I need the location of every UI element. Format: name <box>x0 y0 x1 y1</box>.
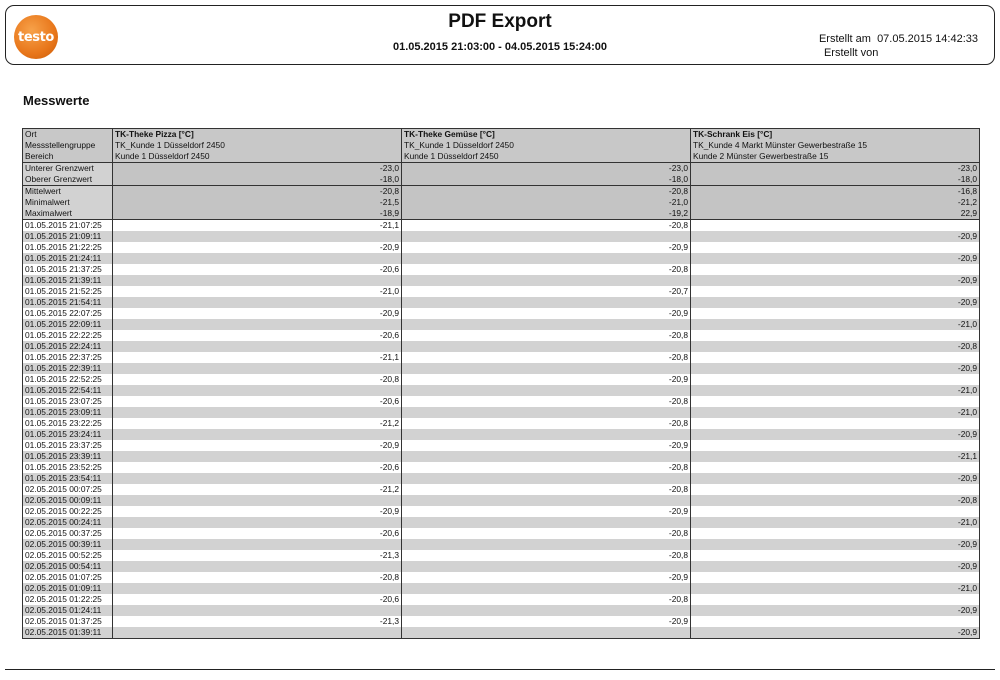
table-row <box>23 374 980 385</box>
table-row <box>23 330 980 341</box>
timestamp-cell: 01.05.2015 21:54:11 <box>23 297 113 308</box>
value-cell-channel-1: -20,6 <box>113 264 402 275</box>
stat-labels <box>23 186 113 220</box>
meta-label-ort: Ort <box>25 129 37 139</box>
value-cell-channel-1 <box>113 429 402 440</box>
value-cell-channel-2 <box>402 363 691 374</box>
value-cell-channel-1 <box>113 539 402 550</box>
min-label: Minimalwert <box>25 197 70 207</box>
timestamp-cell: 01.05.2015 21:37:25 <box>23 264 113 275</box>
value-cell-channel-3 <box>691 308 980 319</box>
value-cell-channel-2 <box>402 253 691 264</box>
value-cell-channel-1 <box>113 517 402 528</box>
created-label: Erstellt am <box>818 33 871 45</box>
table-row <box>23 363 980 374</box>
value-cell-channel-1 <box>113 473 402 484</box>
timestamp-cell: 02.05.2015 00:39:11 <box>23 539 113 550</box>
table-row <box>23 594 980 605</box>
value-cell-channel-3: -20,9 <box>691 473 980 484</box>
value-cell-channel-2 <box>402 297 691 308</box>
value-cell-channel-2 <box>402 605 691 616</box>
table-row <box>23 264 980 275</box>
value-cell-channel-3 <box>691 264 980 275</box>
value-cell-channel-1: -21,1 <box>113 352 402 363</box>
date-range: 01.05.2015 21:03:00 - 04.05.2015 15:24:00 <box>392 41 608 53</box>
value-cell-channel-1 <box>113 561 402 572</box>
timestamp-cell: 02.05.2015 00:22:25 <box>23 506 113 517</box>
stats-channel-2 <box>402 186 691 220</box>
timestamp-cell: 01.05.2015 23:22:25 <box>23 418 113 429</box>
channel-header-1 <box>113 129 402 163</box>
value-cell-channel-1: -21,2 <box>113 418 402 429</box>
table-row <box>23 572 980 583</box>
value-cell-channel-2: -20,9 <box>402 616 691 627</box>
value-cell-channel-1: -20,6 <box>113 594 402 605</box>
value-cell-channel-3 <box>691 506 980 517</box>
value-cell-channel-2: -20,9 <box>402 374 691 385</box>
table-row <box>23 231 980 242</box>
value-cell-channel-1 <box>113 495 402 506</box>
value-cell-channel-1 <box>113 341 402 352</box>
value-cell-channel-2: -20,8 <box>402 550 691 561</box>
timestamp-cell: 01.05.2015 21:22:25 <box>23 242 113 253</box>
value-cell-channel-3: -20,8 <box>691 495 980 506</box>
value-cell-channel-2: -20,9 <box>402 506 691 517</box>
value-cell-channel-3 <box>691 440 980 451</box>
max-value: 22,9 <box>960 208 977 218</box>
value-cell-channel-2 <box>402 275 691 286</box>
stats-channel-3 <box>691 186 980 220</box>
value-cell-channel-3 <box>691 242 980 253</box>
table-row <box>23 297 980 308</box>
value-cell-channel-1: -21,3 <box>113 616 402 627</box>
page-title: PDF Export <box>448 11 552 32</box>
table-row <box>23 418 980 429</box>
value-cell-channel-1 <box>113 297 402 308</box>
table-row <box>23 286 980 297</box>
timestamp-cell: 01.05.2015 21:07:25 <box>23 220 113 232</box>
timestamp-cell: 01.05.2015 21:09:11 <box>23 231 113 242</box>
min-value: -21,0 <box>668 197 688 207</box>
value-cell-channel-2: -20,8 <box>402 528 691 539</box>
limits-channel-2 <box>402 163 691 186</box>
timestamp-cell: 01.05.2015 22:54:11 <box>23 385 113 396</box>
timestamp-cell: 01.05.2015 23:09:11 <box>23 407 113 418</box>
value-cell-channel-1: -20,9 <box>113 440 402 451</box>
value-cell-channel-2: -20,8 <box>402 396 691 407</box>
value-cell-channel-2: -20,9 <box>402 440 691 451</box>
value-cell-channel-2: -20,8 <box>402 330 691 341</box>
value-cell-channel-2 <box>402 517 691 528</box>
table-row <box>23 275 980 286</box>
table-row <box>23 451 980 462</box>
lower-limit-value: -23,0 <box>379 163 399 173</box>
value-cell-channel-3 <box>691 396 980 407</box>
value-cell-channel-1 <box>113 363 402 374</box>
mean-value: -16,8 <box>957 186 977 196</box>
min-value: -21,5 <box>379 197 399 207</box>
value-cell-channel-1: -21,3 <box>113 550 402 561</box>
table-header-row <box>23 129 980 163</box>
timestamp-cell: 02.05.2015 01:09:11 <box>23 583 113 594</box>
table-row <box>23 385 980 396</box>
value-cell-channel-3 <box>691 374 980 385</box>
upper-limit-label: Oberer Grenzwert <box>25 174 93 184</box>
value-cell-channel-2: -20,8 <box>402 418 691 429</box>
table-row <box>23 352 980 363</box>
value-cell-channel-3 <box>691 550 980 561</box>
value-cell-channel-1 <box>113 319 402 330</box>
table-row <box>23 242 980 253</box>
table-row <box>23 429 980 440</box>
value-cell-channel-1: -21,1 <box>113 220 402 232</box>
limits-channel-1 <box>113 163 402 186</box>
table-row <box>23 616 980 627</box>
mean-value: -20,8 <box>668 186 688 196</box>
value-cell-channel-3: -20,9 <box>691 605 980 616</box>
channel-group: TK_Kunde 1 Düsseldorf 2450 <box>115 140 225 150</box>
table-row <box>23 627 980 639</box>
value-cell-channel-2 <box>402 407 691 418</box>
footer-divider <box>5 669 995 670</box>
stats-row <box>23 186 980 220</box>
value-cell-channel-3 <box>691 352 980 363</box>
timestamp-cell: 02.05.2015 01:24:11 <box>23 605 113 616</box>
table-row <box>23 396 980 407</box>
value-cell-channel-1: -20,6 <box>113 528 402 539</box>
timestamp-cell: 01.05.2015 23:39:11 <box>23 451 113 462</box>
timestamp-cell: 01.05.2015 23:52:25 <box>23 462 113 473</box>
timestamp-cell: 02.05.2015 00:09:11 <box>23 495 113 506</box>
max-value: -18,9 <box>379 208 399 218</box>
table-row <box>23 253 980 264</box>
min-value: -21,2 <box>957 197 977 207</box>
value-cell-channel-3: -21,0 <box>691 517 980 528</box>
lower-limit-value: -23,0 <box>668 163 688 173</box>
table-row <box>23 220 980 232</box>
table-row <box>23 462 980 473</box>
timestamp-cell: 01.05.2015 22:24:11 <box>23 341 113 352</box>
value-cell-channel-1 <box>113 275 402 286</box>
value-cell-channel-3 <box>691 330 980 341</box>
value-cell-channel-2: -20,8 <box>402 264 691 275</box>
created-date: 07.05.2015 14:42:33 <box>877 33 978 45</box>
max-value: -19,2 <box>668 208 688 218</box>
timestamp-cell: 02.05.2015 00:52:25 <box>23 550 113 561</box>
value-cell-channel-2 <box>402 495 691 506</box>
value-cell-channel-2 <box>402 627 691 639</box>
value-cell-channel-2: -20,9 <box>402 308 691 319</box>
value-cell-channel-3 <box>691 220 980 232</box>
value-cell-channel-3: -21,0 <box>691 319 980 330</box>
timestamp-cell: 01.05.2015 23:54:11 <box>23 473 113 484</box>
value-cell-channel-3 <box>691 572 980 583</box>
table-row <box>23 550 980 561</box>
timestamp-cell: 02.05.2015 01:37:25 <box>23 616 113 627</box>
channel-area: Kunde 1 Düsseldorf 2450 <box>115 151 210 161</box>
value-cell-channel-2 <box>402 451 691 462</box>
table-row <box>23 473 980 484</box>
max-label: Maximalwert <box>25 208 72 218</box>
value-cell-channel-3: -21,0 <box>691 385 980 396</box>
value-cell-channel-3 <box>691 528 980 539</box>
value-cell-channel-2: -20,8 <box>402 484 691 495</box>
timestamp-cell: 01.05.2015 21:39:11 <box>23 275 113 286</box>
channel-header-2 <box>402 129 691 163</box>
value-cell-channel-2 <box>402 341 691 352</box>
value-cell-channel-3: -20,8 <box>691 341 980 352</box>
timestamp-cell: 02.05.2015 00:54:11 <box>23 561 113 572</box>
table-row <box>23 495 980 506</box>
value-cell-channel-1: -20,6 <box>113 330 402 341</box>
table-row <box>23 440 980 451</box>
created-by-label: Erstellt von <box>823 47 879 59</box>
value-cell-channel-3 <box>691 616 980 627</box>
table-row <box>23 528 980 539</box>
upper-limit-value: -18,0 <box>668 174 688 184</box>
value-cell-channel-1 <box>113 605 402 616</box>
timestamp-cell: 01.05.2015 23:24:11 <box>23 429 113 440</box>
lower-limit-label: Unterer Grenzwert <box>25 163 94 173</box>
channel-group: TK_Kunde 4 Markt Münster Gewerbestraße 15 <box>693 140 868 150</box>
table-row <box>23 517 980 528</box>
value-cell-channel-1: -20,9 <box>113 506 402 517</box>
mean-value: -20,8 <box>379 186 399 196</box>
channel-name: TK-Theke Pizza [°C] <box>115 129 194 139</box>
timestamp-cell: 01.05.2015 22:07:25 <box>23 308 113 319</box>
timestamp-cell: 01.05.2015 23:07:25 <box>23 396 113 407</box>
value-cell-channel-2 <box>402 231 691 242</box>
value-cell-channel-2: -20,9 <box>402 572 691 583</box>
logo-text: testo <box>18 29 54 45</box>
limit-labels <box>23 163 113 186</box>
timestamp-cell: 02.05.2015 00:24:11 <box>23 517 113 528</box>
value-cell-channel-1 <box>113 385 402 396</box>
value-cell-channel-2: -20,8 <box>402 462 691 473</box>
value-cell-channel-2: -20,9 <box>402 242 691 253</box>
value-cell-channel-3: -20,9 <box>691 539 980 550</box>
timestamp-cell: 01.05.2015 21:24:11 <box>23 253 113 264</box>
timestamp-cell: 01.05.2015 22:22:25 <box>23 330 113 341</box>
upper-limit-value: -18,0 <box>957 174 977 184</box>
channel-name: TK-Theke Gemüse [°C] <box>404 129 495 139</box>
value-cell-channel-1 <box>113 627 402 639</box>
value-cell-channel-2 <box>402 561 691 572</box>
measurement-table <box>22 128 980 639</box>
table-row <box>23 506 980 517</box>
value-cell-channel-2 <box>402 319 691 330</box>
value-cell-channel-3: -20,9 <box>691 561 980 572</box>
meta-label-group: Messstellengruppe <box>25 140 96 150</box>
timestamp-cell: 01.05.2015 22:37:25 <box>23 352 113 363</box>
value-cell-channel-3: -20,9 <box>691 253 980 264</box>
value-cell-channel-1: -20,8 <box>113 374 402 385</box>
limits-channel-3 <box>691 163 980 186</box>
value-cell-channel-3: -20,9 <box>691 275 980 286</box>
meta-label-cell <box>23 129 113 163</box>
value-cell-channel-1 <box>113 253 402 264</box>
value-cell-channel-2: -20,7 <box>402 286 691 297</box>
timestamp-cell: 01.05.2015 23:37:25 <box>23 440 113 451</box>
upper-limit-value: -18,0 <box>379 174 399 184</box>
created-info <box>819 32 978 60</box>
value-cell-channel-1: -21,2 <box>113 484 402 495</box>
measurement-rows <box>23 220 980 639</box>
value-cell-channel-1 <box>113 407 402 418</box>
value-cell-channel-1: -20,8 <box>113 572 402 583</box>
value-cell-channel-3: -21,0 <box>691 407 980 418</box>
value-cell-channel-2 <box>402 583 691 594</box>
value-cell-channel-3: -20,9 <box>691 429 980 440</box>
channel-group: TK_Kunde 1 Düsseldorf 2450 <box>404 140 514 150</box>
value-cell-channel-1: -20,9 <box>113 308 402 319</box>
table-row <box>23 539 980 550</box>
value-cell-channel-2: -20,8 <box>402 220 691 232</box>
timestamp-cell: 02.05.2015 01:22:25 <box>23 594 113 605</box>
channel-header-3 <box>691 129 980 163</box>
lower-limit-value: -23,0 <box>957 163 977 173</box>
value-cell-channel-3 <box>691 484 980 495</box>
table-row <box>23 319 980 330</box>
timestamp-cell: 02.05.2015 01:07:25 <box>23 572 113 583</box>
value-cell-channel-2 <box>402 473 691 484</box>
value-cell-channel-1 <box>113 231 402 242</box>
timestamp-cell: 01.05.2015 22:52:25 <box>23 374 113 385</box>
table-row <box>23 341 980 352</box>
stats-channel-1 <box>113 186 402 220</box>
value-cell-channel-3: -21,0 <box>691 583 980 594</box>
value-cell-channel-3 <box>691 594 980 605</box>
value-cell-channel-1: -20,9 <box>113 242 402 253</box>
value-cell-channel-3 <box>691 462 980 473</box>
value-cell-channel-3: -20,9 <box>691 231 980 242</box>
value-cell-channel-3: -21,1 <box>691 451 980 462</box>
channel-area: Kunde 2 Münster Gewerbestraße 15 <box>693 151 829 161</box>
timestamp-cell: 01.05.2015 22:39:11 <box>23 363 113 374</box>
value-cell-channel-2: -20,8 <box>402 352 691 363</box>
timestamp-cell: 01.05.2015 22:09:11 <box>23 319 113 330</box>
channel-name: TK-Schrank Eis [°C] <box>693 129 773 139</box>
timestamp-cell: 01.05.2015 21:52:25 <box>23 286 113 297</box>
created-at-line <box>819 32 978 46</box>
value-cell-channel-3 <box>691 418 980 429</box>
report-header <box>5 5 995 65</box>
timestamp-cell: 02.05.2015 01:39:11 <box>23 627 113 639</box>
table-row <box>23 605 980 616</box>
value-cell-channel-1 <box>113 451 402 462</box>
table-row <box>23 583 980 594</box>
value-cell-channel-2 <box>402 429 691 440</box>
mean-label: Mittelwert <box>25 186 61 196</box>
table-row <box>23 308 980 319</box>
value-cell-channel-1: -20,6 <box>113 396 402 407</box>
value-cell-channel-3: -20,9 <box>691 627 980 639</box>
table-row <box>23 407 980 418</box>
limits-row <box>23 163 980 186</box>
value-cell-channel-1 <box>113 583 402 594</box>
timestamp-cell: 02.05.2015 00:37:25 <box>23 528 113 539</box>
value-cell-channel-2 <box>402 539 691 550</box>
table-row <box>23 561 980 572</box>
meta-label-area: Bereich <box>25 151 54 161</box>
value-cell-channel-2: -20,8 <box>402 594 691 605</box>
timestamp-cell: 02.05.2015 00:07:25 <box>23 484 113 495</box>
value-cell-channel-3: -20,9 <box>691 297 980 308</box>
value-cell-channel-1: -21,0 <box>113 286 402 297</box>
table-row <box>23 484 980 495</box>
value-cell-channel-3: -20,9 <box>691 363 980 374</box>
channel-area: Kunde 1 Düsseldorf 2450 <box>404 151 499 161</box>
value-cell-channel-3 <box>691 286 980 297</box>
value-cell-channel-2 <box>402 385 691 396</box>
value-cell-channel-1: -20,6 <box>113 462 402 473</box>
section-title: Messwerte <box>23 93 90 108</box>
